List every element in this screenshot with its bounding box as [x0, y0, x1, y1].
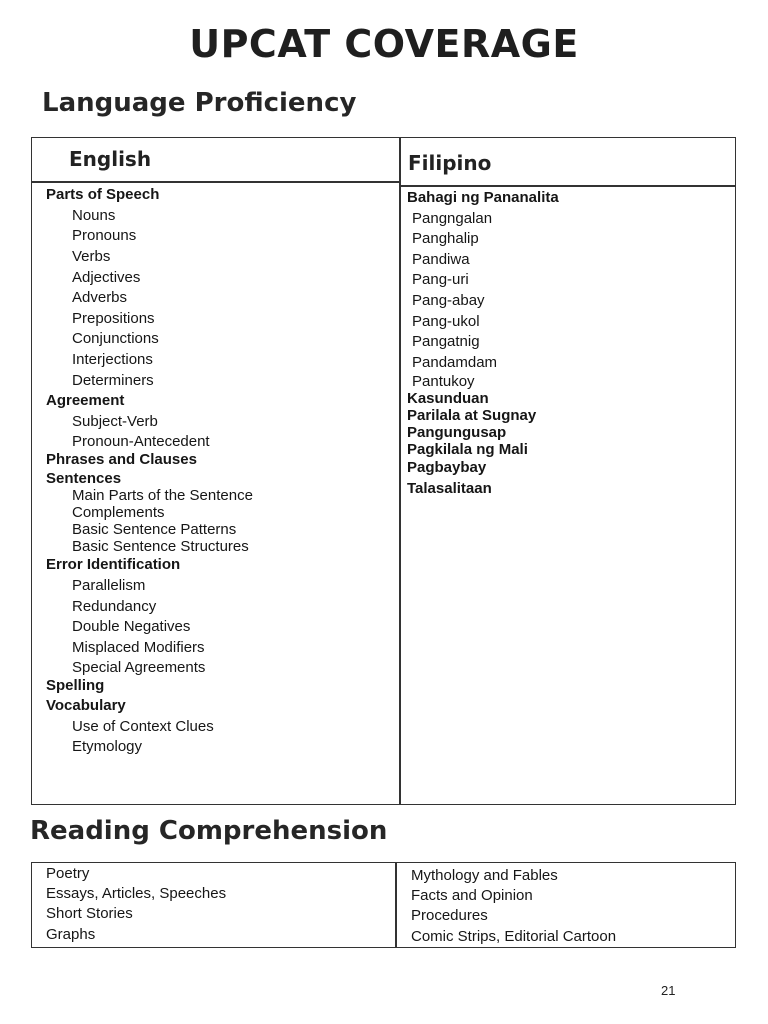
topic-item: Complements [72, 504, 165, 522]
topic-item: Procedures [411, 907, 488, 925]
topic-item: Facts and Opinion [411, 887, 533, 905]
topic-item: Etymology [72, 738, 143, 756]
page-title: UPCAT COVERAGE [189, 22, 579, 66]
topic-item: Comic Strips, Editorial Cartoon [411, 927, 617, 945]
header-rule [400, 185, 736, 187]
topic-item: Pangngalan [412, 209, 493, 227]
topic-heading: Pangungusap [407, 424, 507, 442]
column-divider [395, 863, 397, 947]
topic-heading: Sentences [46, 470, 122, 488]
topic-heading: Spelling [46, 676, 105, 694]
topic-heading: Error Identification [46, 556, 181, 574]
english-topic-list [46, 185, 253, 758]
topic-item: Pandamdam [412, 353, 498, 371]
topic-item: Essays, Articles, Speeches [46, 885, 227, 903]
reading-topic-list-right [411, 866, 616, 947]
topic-item: Pandiwa [412, 250, 470, 268]
topic-item: Pang-ukol [412, 312, 480, 330]
topic-item: Pantukoy [412, 373, 475, 391]
topic-heading: Talasalitaan [407, 479, 492, 497]
topic-item: Basic Sentence Patterns [72, 521, 237, 539]
topic-item: Use of Context Clues [72, 717, 214, 735]
filipino-column-heading: Filipino [408, 151, 492, 175]
topic-item: Panghalip [412, 230, 479, 248]
language-proficiency-table [31, 137, 736, 805]
topic-item: Misplaced Modifiers [72, 638, 205, 656]
topic-item: Redundancy [72, 597, 157, 615]
language-proficiency-heading: Language Proficiency [42, 88, 357, 118]
topic-item: Double Negatives [72, 618, 191, 636]
topic-item: Adverbs [72, 289, 128, 307]
topic-item: Graphs [46, 925, 96, 943]
topic-heading: Pagbaybay [407, 459, 487, 477]
reading-topic-list-left [46, 864, 226, 945]
topic-item: Pronouns [72, 227, 137, 245]
topic-item: Parallelism [72, 576, 146, 594]
header-rule [32, 181, 400, 183]
topic-item: Short Stories [46, 905, 133, 923]
topic-item: Conjunctions [72, 330, 159, 348]
topic-item: Verbs [72, 247, 111, 265]
topic-item: Basic Sentence Structures [72, 538, 249, 556]
topic-item: Nouns [72, 206, 116, 224]
reading-comprehension-table [31, 862, 736, 948]
topic-item: Pronoun-Antecedent [72, 432, 210, 450]
topic-item: Pangatnig [412, 333, 480, 351]
topic-heading: Bahagi ng Pananalita [407, 189, 559, 206]
topic-item: Interjections [72, 351, 153, 369]
topic-item: Poetry [46, 865, 90, 882]
topic-heading: Kasunduan [407, 390, 489, 408]
topic-heading: Parilala at Sugnay [407, 407, 537, 425]
topic-item: Pang-uri [412, 271, 469, 289]
filipino-topic-list [407, 188, 559, 500]
english-column-heading: English [69, 147, 152, 171]
topic-heading: Phrases and Clauses [46, 450, 197, 468]
column-divider [399, 138, 401, 804]
topic-heading: Parts of Speech [46, 186, 160, 203]
topic-item: Prepositions [72, 309, 155, 327]
topic-item: Subject-Verb [72, 413, 158, 431]
topic-heading: Vocabulary [46, 697, 126, 715]
topic-item: Pang-abay [412, 291, 485, 309]
topic-item: Adjectives [72, 268, 141, 286]
topic-heading: Pagkilala ng Mali [407, 441, 528, 459]
topic-item: Mythology and Fables [411, 867, 558, 884]
topic-heading: Agreement [46, 392, 125, 410]
reading-comprehension-heading: Reading Comprehension [30, 816, 388, 846]
topic-item: Determiners [72, 371, 154, 389]
page-number: 21 [661, 983, 676, 998]
topic-item: Main Parts of the Sentence [72, 487, 253, 505]
topic-item: Special Agreements [72, 658, 206, 676]
